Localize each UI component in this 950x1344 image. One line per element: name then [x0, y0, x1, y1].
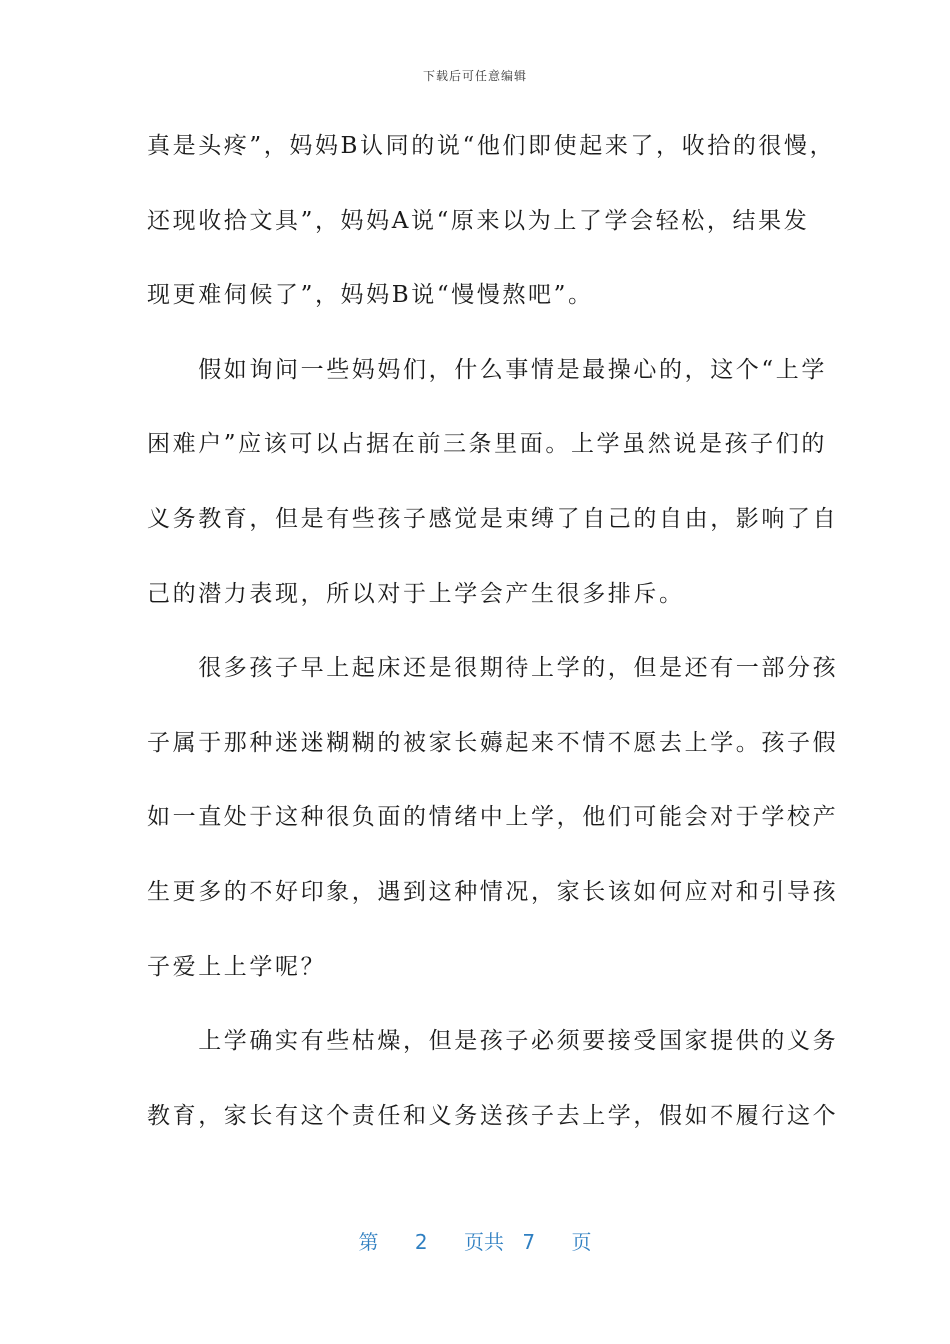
- footer-suffix: 页: [571, 1230, 592, 1254]
- text-line: 现更难伺候了”，妈妈B说“慢慢熬吧”。: [147, 282, 594, 309]
- text-line: 假如询问一些妈妈们，什么事情是最操心的，这个“上学: [147, 356, 827, 383]
- text-line: 教育，家长有这个责任和义务送孩子去上学，假如不履行这个: [147, 1102, 839, 1129]
- text-line: 义务教育，但是有些孩子感觉是束缚了自己的自由，影响了自: [147, 505, 839, 532]
- footer-middle: 页共: [464, 1230, 504, 1254]
- text-line: 子爱上上学呢？: [147, 953, 327, 980]
- text-line: 如一直处于这种很负面的情绪中上学，他们可能会对于学校产: [147, 804, 839, 831]
- text-line: 真是头疼”，妈妈B认同的说“他们即使起来了，收拾的很慢，: [147, 133, 836, 159]
- text-line: 上学确实有些枯燥，但是孩子必须要接受国家提供的义务: [147, 1028, 839, 1055]
- text-line: 困难户”应该可以占据在前三条里面。上学虽然说是孩子们的: [147, 431, 827, 458]
- total-pages: 7: [522, 1230, 536, 1254]
- text-line: 生更多的不好印象，遇到这种情况，家长该如何应对和引导孩: [147, 878, 839, 905]
- text-line: 很多孩子早上起床还是很期待上学的，但是还有一部分孩: [147, 655, 839, 682]
- footer-prefix: 第: [358, 1230, 379, 1254]
- document-body: [147, 122, 839, 1166]
- text-line: 己的潜力表现，所以对于上学会产生很多排斥。: [147, 580, 685, 607]
- page-header: 下载后可任意编辑: [422, 69, 527, 83]
- text-line: 子属于那种迷迷糊糊的被家长薅起来不情不愿去上学。孩子假: [147, 729, 839, 756]
- page-number: 2: [414, 1230, 428, 1254]
- text-line: 还现收拾文具”，妈妈A说“原来以为上了学会轻松，结果发: [147, 207, 810, 234]
- page-footer: [0, 1226, 950, 1255]
